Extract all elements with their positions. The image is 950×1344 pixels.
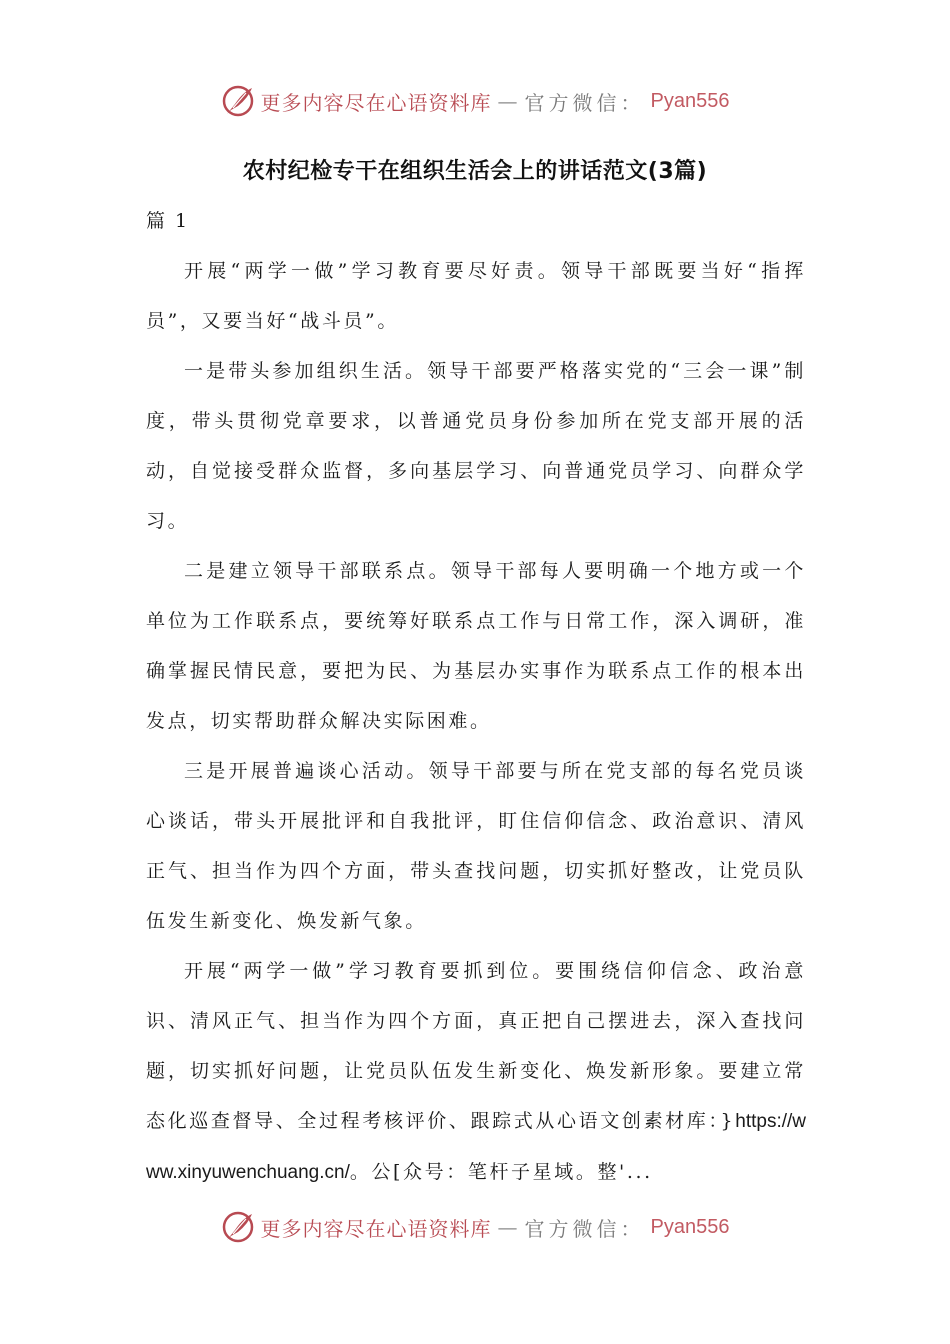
footer-watermark [0, 1210, 950, 1244]
paragraph: 一是带头参加组织生活。领导干部要严格落实党的“三会一课”制度，带头贯彻党章要求，以普通党员身份参加所在党支部开展的活动，自觉接受群众监督，多向基层学习、向普通党员学习、向群众学习。 [146, 360, 806, 532]
paragraph-text-tail: 。公[众号：笔杆子星域。整'... [349, 1161, 653, 1183]
watermark-label: 官方微信： [524, 1216, 645, 1241]
watermark-wechat-id: Pyan556 [650, 1215, 730, 1238]
paragraph-text: 开展“两学一做”学习教育要抓到位。要围绕信仰信念、政治意识、清风正气、担当作为四个方面，真正把自己摆进去，深入查找问题，切实抓好问题，让党员队伍发生新变化、焕发新形象。要建立常态化巡查督导、全过程考核评价、跟踪式从心语文创素材库：} [146, 960, 806, 1132]
watermark-site-name: 更多内容尽在心语资料库 [260, 90, 492, 115]
paragraph: 三是开展普遍谈心活动。领导干部要与所在党支部的每名党员谈心谈话，带头开展批评和自我批评，盯住信仰信念、政治意识、清风正气、担当作为四个方面，带头查找问题，切实抓好整改，让党员队伍发生新变化、焕发新气象。 [146, 760, 806, 932]
document-body [146, 246, 806, 1198]
document-title: 农村纪检专干在组织生活会上的讲话范文(3篇) [242, 159, 708, 184]
quill-logo-icon [221, 84, 255, 118]
paragraph: 二是建立领导干部联系点。领导干部每人要明确一个地方或一个单位为工作联系点，要统筹好联系点工作与日常工作，深入调研，准确掌握民情民意，要把为民、为基层办实事作为联系点工作的根本出发点，切实帮助群众解决实际困难。 [146, 560, 806, 732]
watermark-wechat-id: Pyan556 [650, 89, 730, 112]
watermark-site-name: 更多内容尽在心语资料库 [260, 1216, 492, 1241]
section-label: 篇 1 [146, 210, 190, 232]
paragraph-last [146, 946, 806, 1198]
paragraph: 开展“两学一做”学习教育要尽好责。领导干部既要当好“指挥员”，又要当好“战斗员”。 [146, 260, 806, 332]
website-link[interactable]: https://www.xinyuwenchuang.cn/ [146, 1111, 806, 1183]
watermark-label: 官方微信： [524, 90, 645, 115]
header-watermark [0, 84, 950, 118]
watermark-dash: — [497, 89, 519, 113]
quill-logo-icon [221, 1210, 255, 1244]
watermark-dash: — [497, 1215, 519, 1239]
